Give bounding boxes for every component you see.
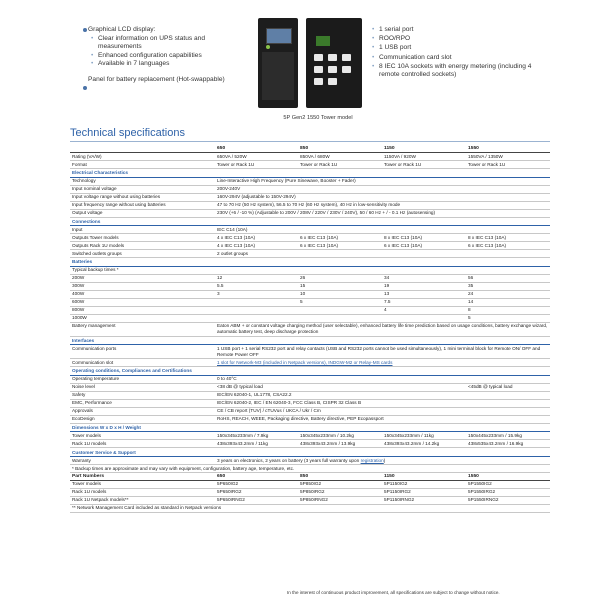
row-value: 2 outlet groups [215,250,550,258]
row-value: 150x345x233mm / 11kg [382,432,466,440]
row-value: 19 [382,282,466,290]
row-value: IEC/EN 62040-2, IEC / EN 62040-3, FCC Class B, CISPR 32 Class B [215,399,550,407]
row-value: 5P650IG2 [215,480,298,488]
row-label: Rack 1U models [70,440,215,448]
row-label: Operating temperature [70,375,215,383]
row-value [298,306,382,314]
socket-illustration [328,66,337,73]
table-row [70,496,550,504]
row-value: 438x535x43.2mm / 16.9kg [466,440,550,448]
row-label: Rack 1U models [70,488,215,496]
left-callouts [88,26,248,84]
section-title: Customer Service & Support [70,448,550,457]
row-value: 5P850IRG2 [298,488,382,496]
row-value: 5P1550IRG2 [466,488,550,496]
row-value: <45dB @ typical load [466,383,550,391]
row-value: 7.5 [382,298,466,306]
battery-panel-callout: Panel for battery replacement (Hot-swappable) [88,76,225,84]
table-row [70,375,550,383]
header-cell: 650 [215,472,298,480]
row-value: 150x345x233mm / 10.2kg [298,432,382,440]
socket-illustration [342,54,351,61]
table-row [70,456,550,464]
row-value [382,266,466,274]
product-caption: 5P Gen2 1550 Tower model [283,115,353,121]
table-row [70,234,550,242]
table-row [70,242,550,250]
row-value [215,298,298,306]
row-label: Rack 1U Netpack models** [70,496,215,504]
table-row [70,432,550,440]
row-label: 1000W [70,314,215,322]
row-value: 5P850IRNG2 [298,496,382,504]
warranty-text: 3 years on electronics, 2 years on battery (3 years full warranty upon [217,457,361,463]
row-value: 6 x IEC C13 (10A) [298,234,382,242]
title-divider [70,141,550,142]
section-header [70,258,550,267]
table-row [70,185,550,193]
section-header [70,168,550,177]
row-value [466,266,550,274]
port-callout: • ROO/RPO [372,35,532,43]
header-cell: 1150 [382,145,466,152]
table-row [70,209,550,217]
row-value: 650VA / 520W [215,152,298,160]
row-value: 4 x IEC C13 (10A) [215,242,298,250]
row-value: 4 [382,306,466,314]
row-label: Input nominal voltage [70,185,215,193]
section-header [70,367,550,376]
row-label: Tower models [70,480,215,488]
table-row [70,440,550,448]
table-row [70,298,550,306]
row-label: Outputs Rack 1U models [70,242,215,250]
row-value: Tower or Rack 1U [298,160,382,168]
table-row [70,480,550,488]
table-row [70,193,550,201]
row-value: 47 to 70 Hz (50 Hz system), 56.5 to 70 Hz (60 Hz system), 40 Hz in low-sensitivity mode [215,201,550,209]
footer-disclaimer: In the interest of continuous product improvement, all specifications are subject to change without notice. [287,590,500,595]
socket-illustration [314,54,323,61]
row-label: Switched outlets groups [70,250,215,258]
row-value [382,314,466,322]
row-value: 200V-240V [215,185,550,193]
communication-slot-illustration [316,36,330,46]
power-button-illustration [266,45,270,49]
port-callout: • 1 USB port [372,44,532,52]
row-value: 850VA / 680W [298,152,382,160]
row-value: 6 x IEC C13 (10A) [382,242,466,250]
row-label: 300W [70,282,215,290]
row-value: 438x393x43.2mm / 11kg [215,440,298,448]
row-label: Input [70,226,215,234]
row-label: Typical backup times * [70,266,215,274]
port-callout: • 8 IEC 10A sockets with energy metering (including 4 remote controlled sockets) [372,63,532,79]
row-value: 35 [466,282,550,290]
spec-table [70,145,550,513]
row-value: 5P650IRG2 [215,488,298,496]
row-label: EMC, Performance [70,399,215,407]
section-title: Dimensions W x D x H / Weight [70,423,550,432]
row-label: Format [70,160,215,168]
section-title: Connections [70,217,550,226]
row-value: 5P850IG2 [298,480,382,488]
row-value: Eaton ABM + or constant voltage charging method (user selectable), enhanced battery life time prediction based on usage conditions, battery exchange wizard, automatic battery test, deep discharge protection [215,322,550,336]
row-value: 5.5 [215,282,298,290]
registration-link[interactable]: registration [360,457,384,463]
row-label: 400W [70,290,215,298]
section-header [70,217,550,226]
row-value: 8 x IEC C13 (10A) [466,234,550,242]
row-value: 15 [298,282,382,290]
row-value: 3 [215,290,298,298]
section-title: Operating conditions, Compliances and Certifications [70,367,550,376]
row-value: 6 x IEC C13 (10A) [298,242,382,250]
table-note: * Backup times are approximate and may vary with equipment, configuration, battery age, temperature, etc. [70,464,550,472]
row-value: <38 dB @ typical load [215,383,466,391]
note-row [70,464,550,472]
lcd-feature: • Clear information on UPS status and measurements [88,35,248,51]
header-cell: 650 [215,145,298,152]
row-value: 5P1150IG2 [382,480,466,488]
row-label: Tower models [70,432,215,440]
table-row [70,488,550,496]
section-header [70,336,550,345]
table-row [70,152,550,160]
row-label: Input frequency range without using batteries [70,201,215,209]
header-cell [70,145,215,152]
table-row [70,266,550,274]
socket-illustration [328,78,337,85]
table-row [70,399,550,407]
row-value: 5P650IRNG2 [215,496,298,504]
table-row [70,322,550,336]
row-value: CE / CB report (TUV) / cTUVus / UKCA / Ukr / Cm [215,407,550,415]
port-callout: • 1 serial port [372,26,532,34]
ups-rear-image [306,18,362,108]
row-value: 5P1550IRNG2 [466,496,550,504]
header-cell: 850 [298,145,382,152]
row-value: 14 [466,298,550,306]
table-row [70,407,550,415]
section-title: Interfaces [70,336,550,345]
row-value [298,266,382,274]
right-callouts [372,26,532,80]
table-row [70,274,550,282]
row-value: 24 [466,290,550,298]
socket-illustration [314,78,323,85]
row-label: Approvals [70,407,215,415]
socket-illustration [328,54,337,61]
table-row [70,391,550,399]
spec-title: Technical specifications [70,127,185,139]
socket-illustration [314,66,323,73]
table-row [70,160,550,168]
row-value: Tower or Rack 1U [466,160,550,168]
socket-illustration [342,66,351,73]
row-value: 5P1150IRG2 [382,488,466,496]
port-callout: • Communication card slot [372,54,532,62]
section-title: Batteries [70,258,550,267]
row-value: 150x445x233mm / 15.9kg [466,432,550,440]
row-value: 8 [466,306,550,314]
row-label: Technology [70,177,215,185]
row-value: 1550VA / 1350W [466,152,550,160]
row-label: Noise level [70,383,215,391]
row-label: 800W [70,306,215,314]
row-label: Output voltage [70,209,215,217]
section-header [70,423,550,432]
row-value: 5 [298,298,382,306]
row-value: 6 x IEC C13 (10A) [466,242,550,250]
table-row [70,415,550,423]
spec-header-row [70,145,550,152]
row-value: Tower or Rack 1U [382,160,466,168]
row-value: 1150VA / 920W [382,152,466,160]
row-label: Input voltage range without using batteries [70,193,215,201]
row-value [215,456,550,464]
row-label: Safety [70,391,215,399]
callout-marker [83,86,87,90]
row-label: 200W [70,274,215,282]
note-row [70,504,550,512]
row-value: 13 [382,290,466,298]
row-value: 10 [298,290,382,298]
row-value: Line-Interactive High Frequency (Pure Sinewave, Booster + Fader) [215,177,550,185]
section-header [70,448,550,457]
callout-marker [83,28,87,32]
ups-front-image [258,18,298,108]
lcd-feature: • Enhanced configuration capabilities [88,52,248,60]
header-cell: 850 [298,472,382,480]
section-title: Electrical Characteristics [70,168,550,177]
row-value: 438x393x43.2mm / 13.9kg [298,440,382,448]
row-value: 5P1550IG2 [466,480,550,488]
row-value: 56 [466,274,550,282]
row-value: 150x345x233mm / 7.9kg [215,432,298,440]
row-value: 1 USB port + 1 serial RS232 port and relay contacts (USB and RS232 ports cannot be used simultaneously), 1 mini terminal block for Remote ON/ OFF and Remote Power OFF [215,345,550,359]
row-value: IEC/EN 62040-1, UL1778, CSA22.2 [215,391,550,399]
row-value: IEC C14 (10A) [215,226,550,234]
row-value [215,266,298,274]
lcd-callout-title: Graphical LCD display: [88,26,156,33]
header-cell: 1550 [466,472,550,480]
lcd-display-illustration [266,28,292,44]
row-label: Rating (VA/W) [70,152,215,160]
row-value: 12 [215,274,298,282]
row-value [215,314,298,322]
table-row [70,282,550,290]
row-label: Communication slot [70,359,215,367]
row-label: Communication ports [70,345,215,359]
table-row [70,306,550,314]
table-row [70,383,550,391]
header-cell: Part Numbers [70,472,215,480]
header-cell: 1550 [466,145,550,152]
warranty-text-end: ) [383,457,386,463]
row-value: 438x393x43.2mm / 14.2kg [382,440,466,448]
row-value: RoHS, REACH, WEEE, Packaging directive, Battery directive, PEP Ecopassport [215,415,550,423]
table-note: ** Network Management Card included as standard in Netpack versions [70,504,550,512]
part-numbers-header [70,472,550,480]
table-row [70,359,550,367]
table-row [70,345,550,359]
table-row [70,177,550,185]
product-overview [0,0,600,130]
row-value: 230V (+6 / -10 %) (Adjustable to 200V / 208V / 220V / 230V / 240V), 50 / 60 Hz + / - 0.1 Hz (autosensing) [215,209,550,217]
row-value: 160V-294V (adjustable to 150V-294V) [215,193,550,201]
row-value: 4 x IEC C13 (10A) [215,234,298,242]
row-value [298,314,382,322]
front-panel-illustration [262,52,294,100]
row-label: Warranty [70,456,215,464]
row-label: 600W [70,298,215,306]
row-value: 0 to 40°C [215,375,550,383]
row-value: 8 x IEC C13 (10A) [382,234,466,242]
row-value: Tower or Rack 1U [215,160,298,168]
row-value [215,306,298,314]
row-label: Battery management [70,322,215,336]
table-row [70,314,550,322]
header-cell: 1150 [382,472,466,480]
row-value: 26 [298,274,382,282]
table-row [70,290,550,298]
row-label: Outputs Tower models [70,234,215,242]
table-row [70,201,550,209]
table-row [70,250,550,258]
table-row [70,226,550,234]
row-value: 5 [466,314,550,322]
row-value: 34 [382,274,466,282]
spec-table-container [70,145,550,513]
communication-slot-link[interactable]: 1 slot for Network-M3 (included in Netpack versions), INDGW-M2 or Relay-MS cards [215,359,550,367]
lcd-feature: • Available in 7 languages [88,60,248,68]
row-label: EcoDesign [70,415,215,423]
row-value: 5P1150IRNG2 [382,496,466,504]
